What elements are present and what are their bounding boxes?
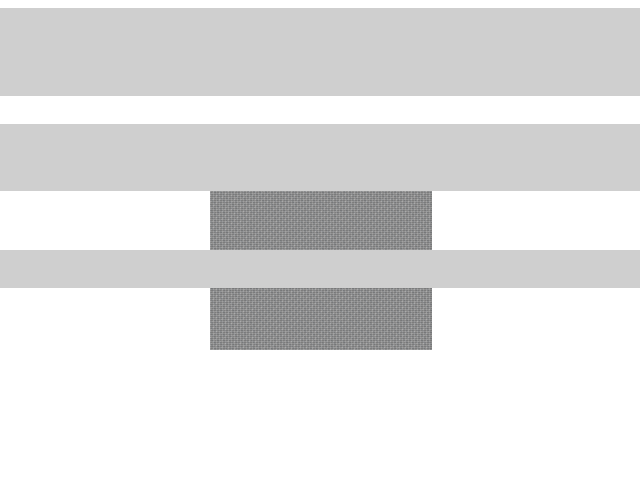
upper-noise-block: [210, 191, 432, 250]
lower-gray-band: [0, 250, 640, 288]
lower-noise-block: [210, 288, 432, 350]
top-gray-band: [0, 8, 640, 96]
middle-gray-band: [0, 124, 640, 191]
